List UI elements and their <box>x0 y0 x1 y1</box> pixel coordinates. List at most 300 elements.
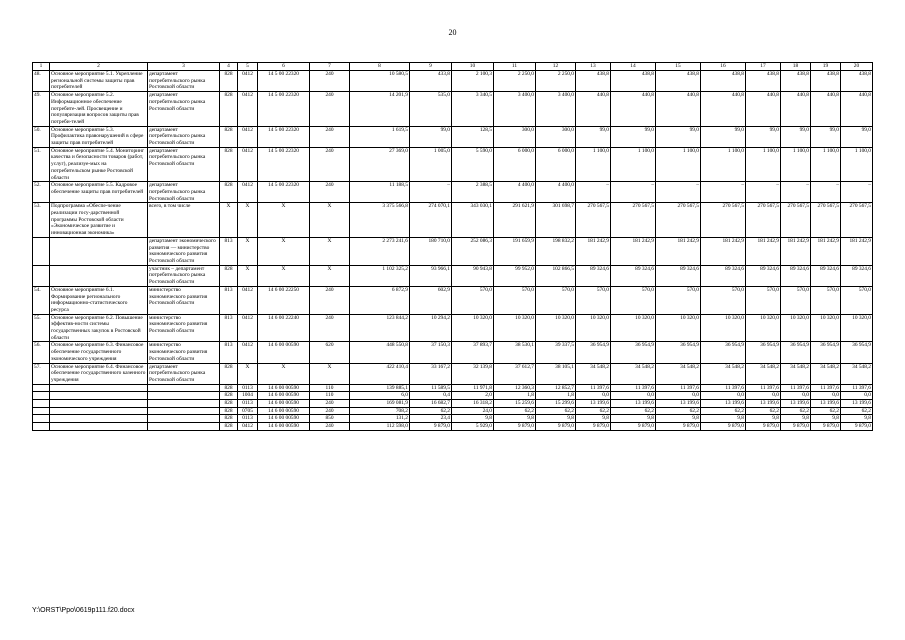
amount-cell: 0,0 <box>811 392 841 400</box>
amount-cell: 13 199,6 <box>746 400 781 408</box>
amount-cell: 102 866,5 <box>536 265 576 286</box>
amount-cell: 62,2 <box>611 407 656 415</box>
amount-cell: 99,0 <box>811 126 841 147</box>
amount-cell: 438,8 <box>781 71 811 92</box>
code-cell: 240 <box>310 71 350 92</box>
executor-cell <box>148 415 220 423</box>
code-cell: 240 <box>310 182 350 203</box>
executor-cell: департамент потребительского рынка Ростовской области <box>148 71 220 92</box>
table-row <box>33 265 873 286</box>
amount-cell: 37 893,7 <box>452 342 494 363</box>
amount-cell: 191 659,9 <box>494 237 536 265</box>
column-number-header: 6 <box>258 63 310 71</box>
amount-cell: 16 682,7 <box>410 400 452 408</box>
amount-cell: 10 294,2 <box>410 314 452 342</box>
amount-cell: 11 589,5 <box>410 384 452 392</box>
amount-cell: 89 324,6 <box>576 265 611 286</box>
code-cell: 14 6 00 22240 <box>258 314 310 342</box>
table-row <box>33 407 873 415</box>
amount-cell: 448 550,8 <box>350 342 410 363</box>
amount-cell: 34 548,2 <box>746 363 781 384</box>
column-number-header: 5 <box>238 63 258 71</box>
amount-cell: 12 852,7 <box>536 384 576 392</box>
code-cell: 0412 <box>238 423 258 431</box>
amount-cell: – <box>811 182 841 203</box>
amount-cell: 11 397,6 <box>781 384 811 392</box>
amount-cell: 440,8 <box>746 92 781 127</box>
amount-cell: 2 273 241,6 <box>350 237 410 265</box>
amount-cell: 36 954,9 <box>701 342 746 363</box>
table-row <box>33 392 873 400</box>
column-number-header: 4 <box>220 63 238 71</box>
amount-cell: 99,0 <box>656 126 701 147</box>
amount-cell: 438,8 <box>841 71 873 92</box>
amount-cell: 570,0 <box>811 286 841 314</box>
amount-cell: 11 397,6 <box>656 384 701 392</box>
amount-cell: 99,0 <box>841 126 873 147</box>
column-number-header: 17 <box>746 63 781 71</box>
amount-cell: 62,2 <box>410 407 452 415</box>
amount-cell: 131,2 <box>350 415 410 423</box>
amount-cell: 9 879,0 <box>576 423 611 431</box>
amount-cell: 0,0 <box>701 392 746 400</box>
amount-cell: 10 580,5 <box>350 71 410 92</box>
amount-cell: 2 388,5 <box>452 182 494 203</box>
amount-cell: 708,2 <box>350 407 410 415</box>
column-number-header: 2 <box>50 63 148 71</box>
amount-cell: 438,8 <box>611 71 656 92</box>
amount-cell: 270 567,5 <box>841 203 873 238</box>
column-number-header: 3 <box>148 63 220 71</box>
amount-cell: 9,8 <box>536 415 576 423</box>
amount-cell: 123 844,2 <box>350 314 410 342</box>
amount-cell: 270 567,5 <box>781 203 811 238</box>
amount-cell: 15 259,6 <box>494 400 536 408</box>
header-row <box>33 63 873 71</box>
code-cell: 14 6 00 00590 <box>258 407 310 415</box>
amount-cell: 422 410,4 <box>350 363 410 384</box>
row-number-cell: 51. <box>33 147 50 182</box>
code-cell: 828 <box>220 71 238 92</box>
column-number-header: 8 <box>350 63 410 71</box>
amount-cell: 2 250,0 <box>494 71 536 92</box>
amount-cell: 10 320,0 <box>452 314 494 342</box>
amount-cell: – <box>656 182 701 203</box>
amount-cell: 38 530,1 <box>494 342 536 363</box>
amount-cell: 1,8 <box>494 392 536 400</box>
amount-cell: 0,0 <box>841 392 873 400</box>
code-cell: 14 6 00 00590 <box>258 400 310 408</box>
amount-cell: 99 952,0 <box>494 265 536 286</box>
executor-cell: участник – департамент потребительского рынка Ростовской области <box>148 265 220 286</box>
column-number-header: 1 <box>33 63 50 71</box>
executor-cell <box>148 384 220 392</box>
amount-cell: 570,0 <box>701 286 746 314</box>
amount-cell: 440,8 <box>841 92 873 127</box>
amount-cell: 0,0 <box>611 392 656 400</box>
amount-cell: 62,2 <box>841 407 873 415</box>
amount-cell: 34 548,2 <box>781 363 811 384</box>
amount-cell: 11 397,6 <box>701 384 746 392</box>
code-cell: 828 <box>220 392 238 400</box>
code-cell: X <box>238 237 258 265</box>
column-number-header: 7 <box>310 63 350 71</box>
amount-cell: 9,8 <box>611 415 656 423</box>
amount-cell: 2 250,0 <box>536 71 576 92</box>
amount-cell: 89 324,6 <box>611 265 656 286</box>
amount-cell: 181 242,9 <box>781 237 811 265</box>
table-row <box>33 314 873 342</box>
amount-cell: 300,0 <box>536 126 576 147</box>
code-cell: 240 <box>310 400 350 408</box>
amount-cell: 36 954,9 <box>811 342 841 363</box>
amount-cell: 10 320,0 <box>746 314 781 342</box>
amount-cell: 9 879,0 <box>536 423 576 431</box>
amount-cell: 3 400,0 <box>536 92 576 127</box>
amount-cell: 9 879,0 <box>811 423 841 431</box>
amount-cell: 440,8 <box>781 92 811 127</box>
amount-cell: 570,0 <box>746 286 781 314</box>
code-cell: 0412 <box>238 314 258 342</box>
code-cell: 828 <box>220 423 238 431</box>
amount-cell: 90 943,8 <box>452 265 494 286</box>
executor-cell: министерство экономического развития Ростовской области <box>148 286 220 314</box>
code-cell: 240 <box>310 147 350 182</box>
amount-cell: 36 954,9 <box>746 342 781 363</box>
code-cell: 0412 <box>238 126 258 147</box>
amount-cell: 112 598,0 <box>350 423 410 431</box>
amount-cell: 3 340,5 <box>452 92 494 127</box>
amount-cell: 62,2 <box>536 407 576 415</box>
code-cell: 14 6 00 00590 <box>258 415 310 423</box>
code-cell: 110 <box>310 392 350 400</box>
code-cell: 828 <box>220 92 238 127</box>
row-number-cell <box>33 237 50 265</box>
table-row <box>33 423 873 431</box>
amount-cell: 10 320,0 <box>656 314 701 342</box>
code-cell: 14 6 00 00590 <box>258 423 310 431</box>
amount-cell: 34 548,2 <box>701 363 746 384</box>
row-number-cell: 56. <box>33 342 50 363</box>
amount-cell: 36 954,9 <box>576 342 611 363</box>
amount-cell: 10 320,0 <box>781 314 811 342</box>
amount-cell: 343 030,1 <box>452 203 494 238</box>
code-cell: X <box>310 203 350 238</box>
amount-cell: 570,0 <box>576 286 611 314</box>
code-cell: 0412 <box>238 286 258 314</box>
table-row <box>33 237 873 265</box>
code-cell: 0113 <box>238 400 258 408</box>
amount-cell: 34 548,2 <box>811 363 841 384</box>
code-cell: X <box>258 363 310 384</box>
amount-cell: 9 879,0 <box>746 423 781 431</box>
amount-cell: 270 567,5 <box>811 203 841 238</box>
code-cell: X <box>238 363 258 384</box>
amount-cell: 99,0 <box>410 126 452 147</box>
event-name-cell: Основное мероприятие 5.2. Информационное обеспечение потребите-лей. Просвещение и популяризация вопросов защиты прав потреби-телей <box>50 92 148 127</box>
code-cell: 240 <box>310 407 350 415</box>
executor-cell: департамент потребительского рынка Ростовской области <box>148 92 220 127</box>
amount-cell: 1 100,0 <box>576 147 611 182</box>
amount-cell: 9 879,0 <box>656 423 701 431</box>
amount-cell: – <box>701 182 746 203</box>
amount-cell: – <box>841 182 873 203</box>
event-name-cell <box>50 415 148 423</box>
code-cell: 240 <box>310 126 350 147</box>
amount-cell: 62,2 <box>701 407 746 415</box>
code-cell: 0412 <box>238 342 258 363</box>
amount-cell: 36 954,9 <box>611 342 656 363</box>
amount-cell: 9,8 <box>811 415 841 423</box>
amount-cell: 438,8 <box>701 71 746 92</box>
amount-cell: 39 337,5 <box>536 342 576 363</box>
event-name-cell: Основное мероприятие 5.5. Кадровое обеспечение защиты прав потребителей <box>50 182 148 203</box>
code-cell: 14 5 00 22320 <box>258 126 310 147</box>
amount-cell: 89 324,6 <box>656 265 701 286</box>
amount-cell: 12 360,3 <box>494 384 536 392</box>
amount-cell: 62,2 <box>576 407 611 415</box>
amount-cell: 10 320,0 <box>701 314 746 342</box>
amount-cell: 34 548,2 <box>611 363 656 384</box>
amount-cell: 13 199,6 <box>576 400 611 408</box>
amount-cell: 181 242,9 <box>811 237 841 265</box>
amount-cell: 13 199,6 <box>611 400 656 408</box>
amount-cell: 198 832,2 <box>536 237 576 265</box>
code-cell: X <box>310 363 350 384</box>
amount-cell: 27 369,0 <box>350 147 410 182</box>
amount-cell: 89 324,6 <box>746 265 781 286</box>
amount-cell: 36 954,9 <box>781 342 811 363</box>
code-cell: 14 6 00 22250 <box>258 286 310 314</box>
amount-cell: 10 320,0 <box>494 314 536 342</box>
table-row <box>33 203 873 238</box>
table-row <box>33 71 873 92</box>
amount-cell: 570,0 <box>494 286 536 314</box>
amount-cell: 440,8 <box>576 92 611 127</box>
amount-cell: 99,0 <box>611 126 656 147</box>
amount-cell: 438,8 <box>656 71 701 92</box>
amount-cell: 440,8 <box>656 92 701 127</box>
amount-cell: 4 400,0 <box>536 182 576 203</box>
event-name-cell: Основное мероприятие 6.3. Финансовое обеспечение государственного экономического учреждения <box>50 342 148 363</box>
code-cell: 813 <box>220 237 238 265</box>
row-number-cell: 54. <box>33 286 50 314</box>
amount-cell: 10 320,0 <box>611 314 656 342</box>
amount-cell: 570,0 <box>536 286 576 314</box>
amount-cell: 10 320,0 <box>841 314 873 342</box>
amount-cell: 570,0 <box>841 286 873 314</box>
code-cell: 14 5 00 22320 <box>258 92 310 127</box>
code-cell: 828 <box>220 182 238 203</box>
amount-cell: 99,0 <box>746 126 781 147</box>
executor-cell: департамент потребительского рынка Ростовской области <box>148 147 220 182</box>
amount-cell: 1 100,0 <box>781 147 811 182</box>
code-cell: 240 <box>310 286 350 314</box>
amount-cell: 9 879,0 <box>841 423 873 431</box>
amount-cell: 570,0 <box>611 286 656 314</box>
amount-cell: 9,8 <box>781 415 811 423</box>
row-number-cell: 52. <box>33 182 50 203</box>
event-name-cell <box>50 423 148 431</box>
amount-cell: 1 005,0 <box>410 147 452 182</box>
code-cell: 828 <box>220 147 238 182</box>
amount-cell: 252 086,3 <box>452 237 494 265</box>
amount-cell: 9 879,0 <box>781 423 811 431</box>
amount-cell: 89 324,6 <box>841 265 873 286</box>
amount-cell: 6 000,0 <box>536 147 576 182</box>
code-cell: X <box>238 265 258 286</box>
amount-cell: 181 242,9 <box>841 237 873 265</box>
column-number-header: 12 <box>536 63 576 71</box>
code-cell: 14 6 00 00590 <box>258 384 310 392</box>
amount-cell: 10 320,0 <box>811 314 841 342</box>
event-name-cell <box>50 265 148 286</box>
amount-cell: 11 188,5 <box>350 182 410 203</box>
amount-cell: 1 100,0 <box>656 147 701 182</box>
amount-cell: 570,0 <box>781 286 811 314</box>
amount-cell: 270 567,5 <box>701 203 746 238</box>
executor-cell <box>148 423 220 431</box>
amount-cell: 438,8 <box>746 71 781 92</box>
amount-cell: 169 081,9 <box>350 400 410 408</box>
row-number-cell <box>33 392 50 400</box>
amount-cell: 89 324,6 <box>811 265 841 286</box>
code-cell: 0412 <box>238 147 258 182</box>
code-cell: 813 <box>220 314 238 342</box>
amount-cell: 24,0 <box>452 407 494 415</box>
amount-cell: 1 100,0 <box>701 147 746 182</box>
amount-cell: 139 885,1 <box>350 384 410 392</box>
table-row <box>33 384 873 392</box>
amount-cell: 6 000,0 <box>494 147 536 182</box>
amount-cell: 0,0 <box>576 392 611 400</box>
amount-cell: – <box>576 182 611 203</box>
amount-cell: 9,8 <box>656 415 701 423</box>
amount-cell: 6,0 <box>350 392 410 400</box>
column-number-header: 20 <box>841 63 873 71</box>
amount-cell: 34 548,2 <box>576 363 611 384</box>
column-number-header: 15 <box>656 63 701 71</box>
row-number-cell: 49. <box>33 92 50 127</box>
code-cell: 828 <box>220 407 238 415</box>
row-number-cell <box>33 407 50 415</box>
amount-cell: 11 971,8 <box>452 384 494 392</box>
executor-cell <box>148 400 220 408</box>
amount-cell: 440,8 <box>611 92 656 127</box>
amount-cell: 37 150,3 <box>410 342 452 363</box>
amount-cell: 11 397,6 <box>746 384 781 392</box>
amount-cell: 32 139,8 <box>452 363 494 384</box>
code-cell: 14 5 00 22320 <box>258 182 310 203</box>
code-cell: 0705 <box>238 407 258 415</box>
amount-cell: 1 100,0 <box>841 147 873 182</box>
column-number-header: 19 <box>811 63 841 71</box>
code-cell: 14 5 00 22320 <box>258 71 310 92</box>
amount-cell: 34 548,2 <box>656 363 701 384</box>
amount-cell: – <box>611 182 656 203</box>
event-name-cell <box>50 400 148 408</box>
amount-cell: 3 400,0 <box>494 92 536 127</box>
amount-cell: 62,2 <box>811 407 841 415</box>
code-cell: 620 <box>310 342 350 363</box>
event-name-cell <box>50 237 148 265</box>
amount-cell: 128,5 <box>452 126 494 147</box>
code-cell: 14 5 00 22320 <box>258 147 310 182</box>
amount-cell: 62,2 <box>656 407 701 415</box>
amount-cell: 13 199,6 <box>781 400 811 408</box>
event-name-cell: Основное мероприятие 5.4. Мониторинг качества и безопасности товаров (работ, услуг), реализуе-мых на потребительском рынке Ростовской области <box>50 147 148 182</box>
amount-cell: 11 397,6 <box>841 384 873 392</box>
code-cell: X <box>238 203 258 238</box>
event-name-cell: Основное мероприятие 6.2. Повышение эффектив-ности системы государственных закупок в Ростовской области <box>50 314 148 342</box>
amount-cell: 181 242,9 <box>576 237 611 265</box>
code-cell: X <box>258 237 310 265</box>
amount-cell: 301 698,7 <box>536 203 576 238</box>
amount-cell: 602,9 <box>410 286 452 314</box>
amount-cell: 99,0 <box>576 126 611 147</box>
amount-cell: 13 199,6 <box>811 400 841 408</box>
amount-cell: 9,8 <box>452 415 494 423</box>
amount-cell: – <box>781 182 811 203</box>
row-number-cell <box>33 384 50 392</box>
amount-cell: 23,4 <box>410 415 452 423</box>
amount-cell: 13 199,6 <box>656 400 701 408</box>
amount-cell: 16 318,2 <box>452 400 494 408</box>
amount-cell: 0,0 <box>746 392 781 400</box>
amount-cell: 13 199,6 <box>841 400 873 408</box>
row-number-cell: 48. <box>33 71 50 92</box>
file-path-footer: Y:\ORST\Ppo\0619p111.f20.docx <box>32 607 135 614</box>
amount-cell: 36 954,9 <box>656 342 701 363</box>
code-cell: 110 <box>310 384 350 392</box>
row-number-cell: 57. <box>33 363 50 384</box>
amount-cell: 2,0 <box>452 392 494 400</box>
column-number-header: 18 <box>781 63 811 71</box>
code-cell: 1004 <box>238 392 258 400</box>
column-number-header: 16 <box>701 63 746 71</box>
amount-cell: 9,8 <box>746 415 781 423</box>
amount-cell: 11 397,6 <box>811 384 841 392</box>
event-name-cell: Основное мероприятие 5.1. Укрепление региональной системы защиты прав потребителей <box>50 71 148 92</box>
amount-cell: 270 567,5 <box>746 203 781 238</box>
budget-table <box>32 62 873 431</box>
code-cell: 828 <box>220 400 238 408</box>
amount-cell: 0,0 <box>656 392 701 400</box>
amount-cell: 89 324,6 <box>781 265 811 286</box>
amount-cell: – <box>746 182 781 203</box>
amount-cell: 1,8 <box>536 392 576 400</box>
amount-cell: 37 612,7 <box>494 363 536 384</box>
amount-cell: 10 320,0 <box>536 314 576 342</box>
amount-cell: 9,8 <box>494 415 536 423</box>
amount-cell: 9,8 <box>841 415 873 423</box>
executor-cell: министерство экономического развития Ростовской области <box>148 342 220 363</box>
executor-cell: департамент потребительского рынка Ростовской области <box>148 126 220 147</box>
table-row <box>33 286 873 314</box>
amount-cell: 181 242,9 <box>701 237 746 265</box>
amount-cell: 2 100,3 <box>452 71 494 92</box>
amount-cell: 36 954,9 <box>841 342 873 363</box>
amount-cell: 1 619,5 <box>350 126 410 147</box>
code-cell: 828 <box>220 363 238 384</box>
code-cell: 14 6 00 00590 <box>258 392 310 400</box>
code-cell: 828 <box>220 415 238 423</box>
executor-cell: департамент экономического развития — министерство экономического развития Ростовской области <box>148 237 220 265</box>
code-cell: 0113 <box>238 415 258 423</box>
amount-cell: 440,8 <box>811 92 841 127</box>
amount-cell: 13 199,6 <box>701 400 746 408</box>
event-name-cell: Основное мероприятие 6.1. Формирование регионального информационно-статистического ресурса <box>50 286 148 314</box>
